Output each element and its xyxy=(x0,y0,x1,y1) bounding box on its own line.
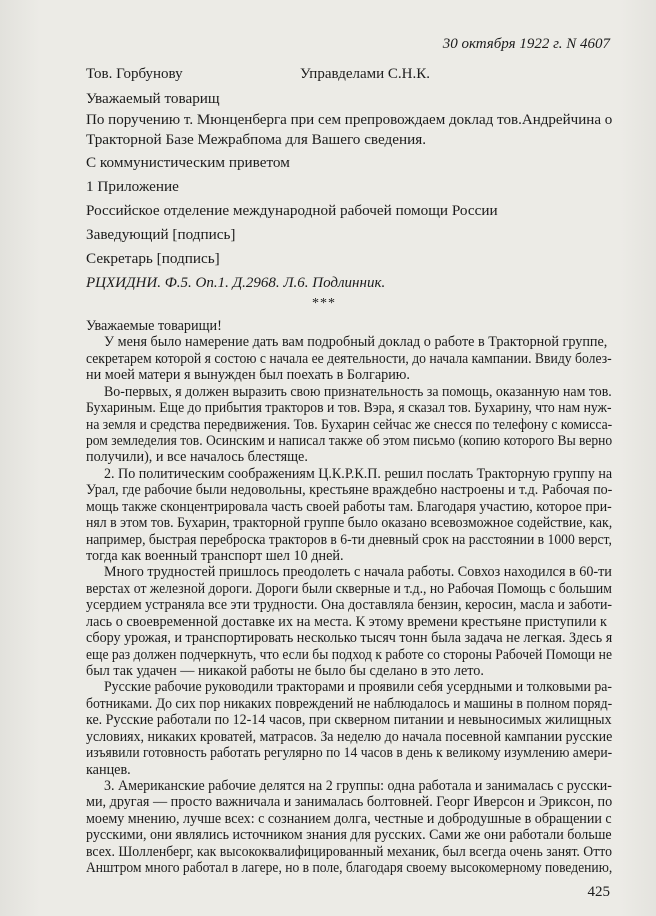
letter-signature-head: Заведующий [подпись] xyxy=(86,226,236,243)
report-line: Русские рабочие руководили тракторами и проявили себя усердными и толковыми ра- xyxy=(104,679,612,696)
report-line: получили), и все началось блестяще. xyxy=(86,449,308,466)
report-line: всех. Шолленберг, как высококвалифицированный механик, был всегда очень занят. Отто xyxy=(86,843,612,860)
addressee-title: Управделами С.Н.К. xyxy=(300,66,430,82)
report-line: канцев. xyxy=(86,761,131,778)
report-line: тогда как военный транспорт шел 10 дней. xyxy=(86,547,344,564)
report-line: У меня было намерение дать вам подробный доклад о работе в Тракторной группе, xyxy=(104,334,608,351)
report-line: Бухариным. Еще до прибытия тракторов и тов. Вэра, я сказал тов. Бухарину, что нам нуж- xyxy=(86,400,612,417)
report-line: был так удачен — никакой работы не было бы сделано в это лето. xyxy=(86,662,484,679)
report-line: ни моей матери я вынужден был поехать в Болгарию. xyxy=(86,367,410,384)
report-line: лась о своевременной доставке их на места. К этому времени крестьяне приступили к xyxy=(86,613,607,630)
archive-reference: РЦХИДНИ. Ф.5. Оп.1. Д.2968. Л.6. Подлинник. xyxy=(86,275,386,291)
report-line: ботниками. До сих пор никаких повреждений не наблюдалось и машины в полном поряд- xyxy=(86,695,613,712)
report-line: Урал, где рабочие были недовольны, крестьяне враждебно настроены и т.д. Рабочая по- xyxy=(86,482,613,499)
report-line: ми, другая — просто важничала и занималась болтовней. Георг Иверсон и Эриксон, по xyxy=(86,794,613,811)
report-line: на земля и средства передвижения. Тов. Бухарин сейчас же снесся по телефону с комисса- xyxy=(86,416,613,433)
report-line: ке. Русские работали по 12-14 часов, при скверном питании и невыносимых жилищных xyxy=(86,712,612,729)
report-line: 3. Американские рабочие делятся на 2 группы: одна работала и занималась с русски- xyxy=(104,777,612,794)
report-line: моему мнению, лучше всех: с сознанием долга, честные и добродушные в обращении с xyxy=(86,810,612,827)
page-number: 425 xyxy=(587,884,610,900)
report-line: условиях, никаких кроватей, матрасов. За неделю до начала посевной кампании русские xyxy=(86,728,613,745)
report-line: Анштром много работал в лагере, но в поле, благодаря своему высокомерному поведению, xyxy=(86,860,613,876)
report-line: ром земледелия тов. Осинским и написал также об этом письмо (копию которого Вы верно xyxy=(86,433,613,449)
addressee-name: Тов. Горбунову xyxy=(86,66,183,82)
report-line: 2. По политическим соображениям Ц.К.Р.К.П. решил послать Тракторную группу на xyxy=(104,465,613,482)
report-salutation: Уважаемые товарищи! xyxy=(86,318,222,334)
letter-organization: Российское отделение международной рабочей помощи России xyxy=(86,202,498,219)
report-line: Много трудностей пришлось преодолеть с начала работы. Совхоз находился в 60-ти xyxy=(104,564,612,581)
report-line: Во-первых, я должен выразить свою признательность за помощь, оказанную нам тов. xyxy=(104,383,612,400)
report-line: русскими, они являлись источником знания для русских. Сами же они работали больше xyxy=(86,827,612,844)
report-line: еще раз должен подчеркнуть, что если бы подход к работе со стороны Рабочей Помощи не xyxy=(86,646,612,663)
report-line: изъявили готовность работать регулярно по 14 часов в день к великому изумлению амери- xyxy=(86,745,613,761)
section-separator: *** xyxy=(312,296,336,311)
report-line: нял в этом тов. Бухарин, тракторной группе было оказано всевозможное содействие, как, xyxy=(86,515,613,532)
report-line: сбору урожая, и транспортировать несколько тысяч тонн была задача не легкая. Здесь я xyxy=(86,630,613,647)
letter-closing: С коммунистическим приветом xyxy=(86,154,290,171)
report-line: секретарем которой я состою с начала ее деятельности, до начала кампании. Ввиду болез- xyxy=(86,350,612,367)
letter-enclosure: 1 Приложение xyxy=(86,178,179,195)
report-line: верстах от железной дороги. Дороги были скверные и т.д., но Рабочая Помощь с большим xyxy=(86,580,612,597)
letter-greeting: Уважаемый товарищ xyxy=(86,90,220,107)
letter-line: Тракторной Базе Межрабпома для Вашего сведения. xyxy=(86,131,427,148)
report-line: усердием устраняла все эти трудности. Она доставляла бензин, керосин, масла и заботи- xyxy=(86,597,613,614)
document-dateline: 30 октября 1922 г. N 4607 xyxy=(442,36,610,52)
report-line: например, быстрая переброска тракторов в 6-ти дневный срок на расстоянии в 1000 верст, xyxy=(86,531,612,548)
report-line: мощь также сконцентрировала часть своей работы там. Благодаря участию, которое при- xyxy=(86,498,612,515)
letter-line: По поручению т. Мюнценберга при сем препровождаем доклад тов.Андрейчина о xyxy=(86,111,613,128)
letter-signature-secretary: Секретарь [подпись] xyxy=(86,250,220,267)
